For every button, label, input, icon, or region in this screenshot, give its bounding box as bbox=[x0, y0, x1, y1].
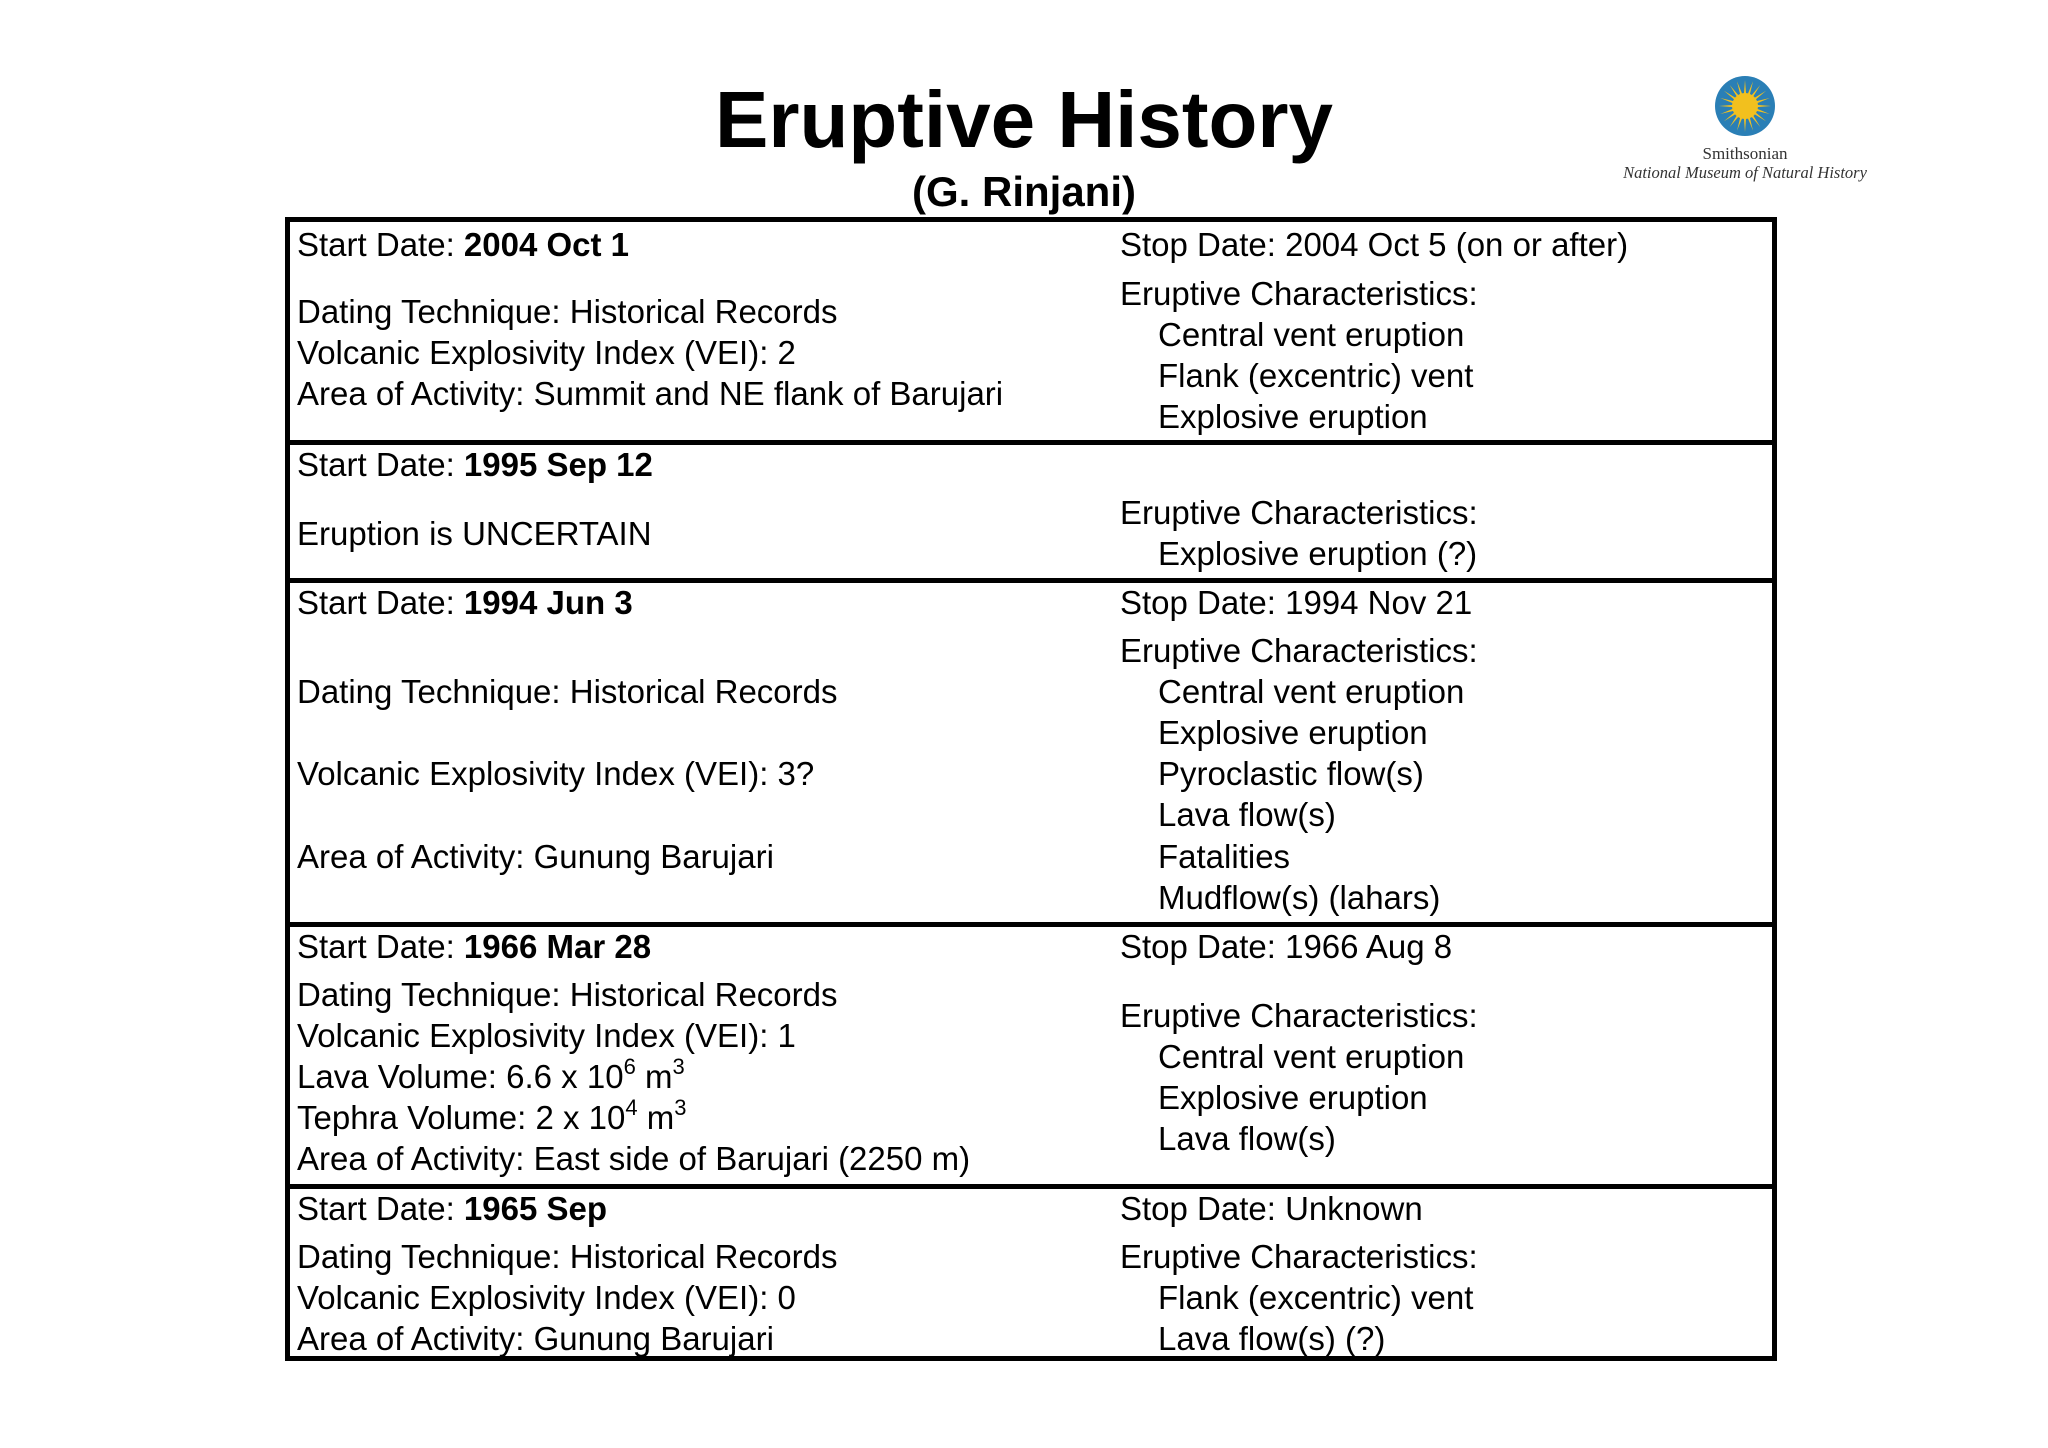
vei: Volcanic Explosivity Index (VEI): 3? bbox=[297, 755, 815, 792]
start-date: Start Date: 1965 Sep bbox=[297, 1190, 608, 1227]
characteristic-item: Lava flow(s) bbox=[1158, 796, 1336, 833]
smithsonian-logo bbox=[1610, 74, 1880, 182]
start-date-value: 1994 Jun 3 bbox=[463, 584, 633, 621]
page-title: Eruptive History bbox=[715, 75, 1333, 164]
eruption-row-2004 bbox=[290, 222, 1772, 440]
characteristics-heading: Eruptive Characteristics: bbox=[1120, 632, 1478, 669]
uncertain-note: Eruption is UNCERTAIN bbox=[297, 515, 652, 552]
vei: Volcanic Explosivity Index (VEI): 1 bbox=[297, 1017, 796, 1054]
eruption-row-1994 bbox=[290, 578, 1772, 922]
start-date-value: 2004 Oct 1 bbox=[463, 226, 630, 263]
eruption-table bbox=[285, 217, 1777, 1361]
eruption-row-1995 bbox=[290, 440, 1772, 578]
characteristics-heading: Eruptive Characteristics: bbox=[1120, 275, 1478, 312]
dating-technique: Dating Technique: Historical Records bbox=[297, 293, 838, 330]
start-date-value: 1966 Mar 28 bbox=[463, 928, 652, 965]
start-date: Start Date: 1966 Mar 28 bbox=[297, 928, 652, 965]
characteristics-heading: Eruptive Characteristics: bbox=[1120, 997, 1478, 1034]
dating-technique: Dating Technique: Historical Records bbox=[297, 976, 838, 1013]
logo-subtitle: National Museum of Natural History bbox=[1623, 163, 1867, 182]
characteristic-item: Pyroclastic flow(s) bbox=[1158, 755, 1424, 792]
characteristic-item: Fatalities bbox=[1158, 838, 1291, 875]
area-of-activity: Area of Activity: East side of Barujari (2250 m) bbox=[297, 1140, 971, 1177]
area-of-activity: Area of Activity: Gunung Barujari bbox=[297, 838, 774, 875]
stop-date: Stop Date: 1966 Aug 8 bbox=[1120, 928, 1453, 965]
page-subtitle: (G. Rinjani) bbox=[912, 168, 1136, 215]
characteristic-item: Explosive eruption (?) bbox=[1158, 535, 1478, 572]
area-of-activity: Area of Activity: Summit and NE flank of Barujari bbox=[297, 375, 1004, 412]
area-of-activity: Area of Activity: Gunung Barujari bbox=[297, 1320, 774, 1357]
lava-volume: Lava Volume: 6.6 x $10^6$ $m^3$ bbox=[297, 1054, 685, 1095]
vei: Volcanic Explosivity Index (VEI): 2 bbox=[297, 334, 796, 371]
logo-name: Smithsonian bbox=[1702, 144, 1788, 163]
start-date-value: 1995 Sep 12 bbox=[463, 446, 653, 483]
start-date: Start Date: 1994 Jun 3 bbox=[297, 584, 633, 621]
sun-icon bbox=[1713, 74, 1777, 138]
characteristic-item: Explosive eruption bbox=[1158, 398, 1428, 435]
eruption-row-1965 bbox=[290, 1184, 1772, 1356]
characteristic-item: Central vent eruption bbox=[1158, 316, 1465, 353]
vei: Volcanic Explosivity Index (VEI): 0 bbox=[297, 1279, 796, 1316]
stop-date: Stop Date: Unknown bbox=[1120, 1190, 1423, 1227]
characteristic-item: Mudflow(s) (lahars) bbox=[1158, 879, 1441, 916]
characteristic-item: Explosive eruption bbox=[1158, 1079, 1428, 1116]
tephra-volume: Tephra Volume: 2 x $10^4$ $m^3$ bbox=[297, 1095, 687, 1136]
characteristics-heading: Eruptive Characteristics: bbox=[1120, 1238, 1478, 1275]
characteristic-item: Flank (excentric) vent bbox=[1158, 1279, 1474, 1316]
start-date-value: 1965 Sep bbox=[463, 1190, 608, 1227]
characteristic-item: Lava flow(s) (?) bbox=[1158, 1320, 1386, 1357]
start-date: Start Date: 2004 Oct 1 bbox=[297, 226, 630, 263]
stop-date: Stop Date: 2004 Oct 5 (on or after) bbox=[1120, 226, 1629, 263]
characteristic-item: Flank (excentric) vent bbox=[1158, 357, 1474, 394]
characteristic-item: Central vent eruption bbox=[1158, 673, 1465, 710]
characteristic-item: Central vent eruption bbox=[1158, 1038, 1465, 1075]
stop-date: Stop Date: 1994 Nov 21 bbox=[1120, 584, 1473, 621]
characteristic-item: Lava flow(s) bbox=[1158, 1120, 1336, 1157]
dating-technique: Dating Technique: Historical Records bbox=[297, 1238, 838, 1275]
characteristics-heading: Eruptive Characteristics: bbox=[1120, 494, 1478, 531]
eruption-row-1966 bbox=[290, 922, 1772, 1184]
start-date: Start Date: 1995 Sep 12 bbox=[297, 446, 653, 483]
dating-technique: Dating Technique: Historical Records bbox=[297, 673, 838, 710]
characteristic-item: Explosive eruption bbox=[1158, 714, 1428, 751]
